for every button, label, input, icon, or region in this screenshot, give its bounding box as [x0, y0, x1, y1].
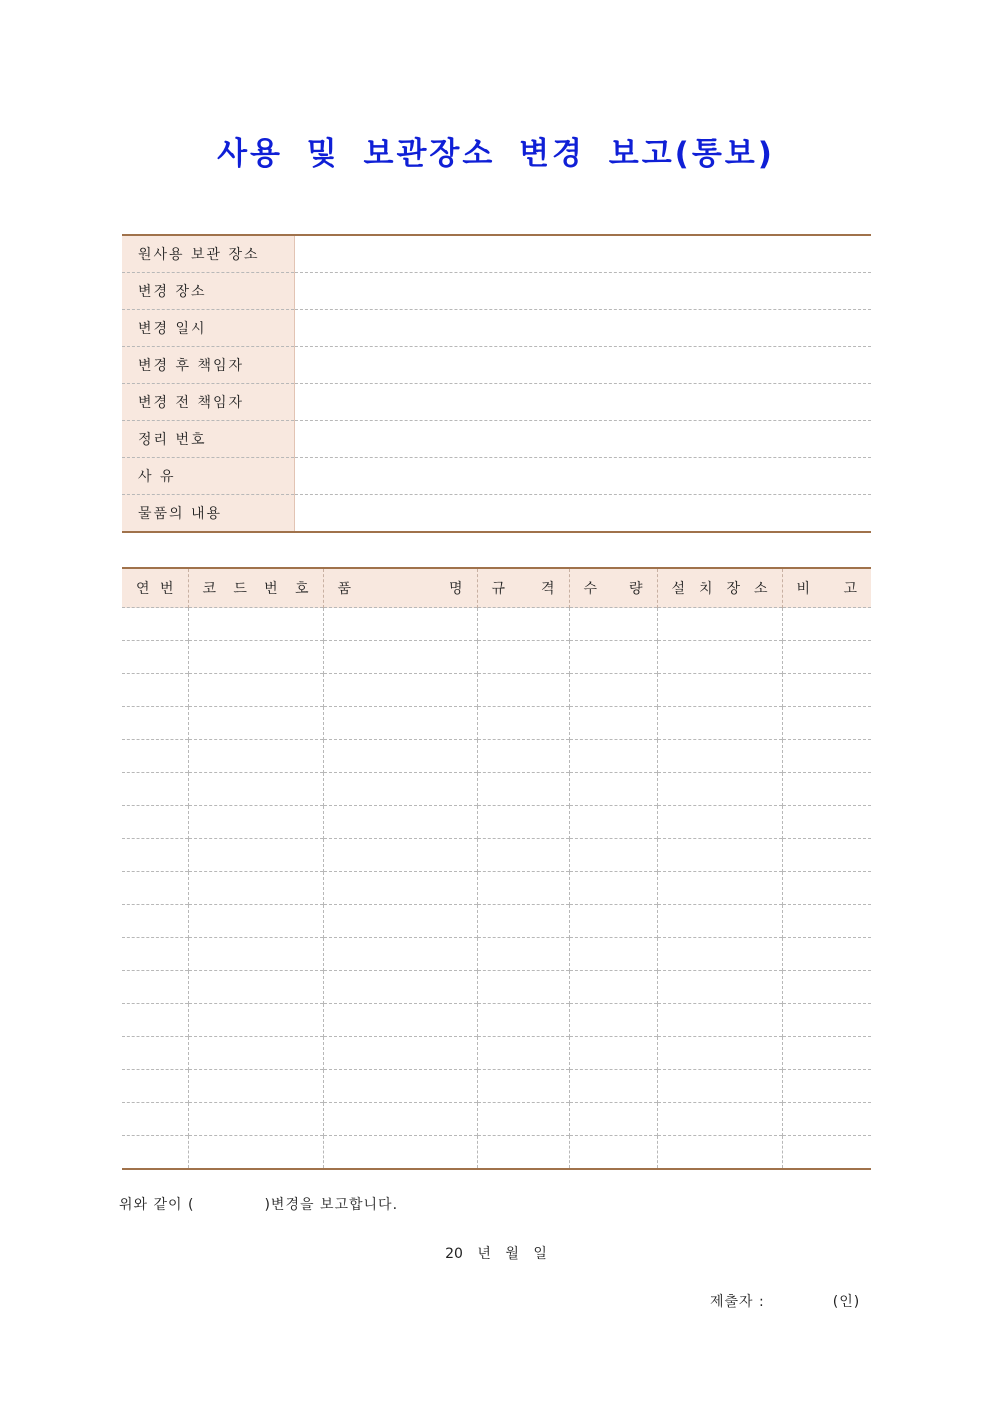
table-cell[interactable]: [657, 1004, 782, 1037]
table-cell[interactable]: [122, 971, 188, 1004]
table-cell[interactable]: [477, 1136, 569, 1170]
table-cell[interactable]: [122, 773, 188, 806]
table-cell[interactable]: [188, 806, 323, 839]
table-cell[interactable]: [477, 1037, 569, 1070]
table-cell[interactable]: [122, 641, 188, 674]
table-cell[interactable]: [188, 740, 323, 773]
table-cell[interactable]: [657, 707, 782, 740]
info-row: [122, 310, 871, 347]
table-cell[interactable]: [569, 608, 657, 641]
table-cell[interactable]: [477, 971, 569, 1004]
table-cell[interactable]: [477, 1004, 569, 1037]
column-header-char: 수: [583, 581, 598, 597]
table-row: [122, 740, 871, 773]
table-cell[interactable]: [188, 1004, 323, 1037]
table-cell[interactable]: [122, 740, 188, 773]
table-row: [122, 1103, 871, 1136]
table-cell[interactable]: [122, 1103, 188, 1136]
info-label: 변경 장소: [122, 273, 294, 310]
table-cell[interactable]: [122, 608, 188, 641]
table-cell[interactable]: [782, 872, 871, 905]
table-cell[interactable]: [122, 1136, 188, 1170]
info-value-field[interactable]: [294, 310, 871, 347]
table-cell[interactable]: [782, 1136, 871, 1170]
table-cell[interactable]: [477, 773, 569, 806]
info-row: [122, 235, 871, 273]
table-row: [122, 1136, 871, 1170]
table-cell[interactable]: [782, 1037, 871, 1070]
table-cell[interactable]: [188, 872, 323, 905]
table-cell[interactable]: [657, 740, 782, 773]
table-cell[interactable]: [323, 608, 477, 641]
table-cell[interactable]: [323, 971, 477, 1004]
column-header-char: 설: [671, 581, 686, 597]
table-row: [122, 773, 871, 806]
table-cell[interactable]: [188, 938, 323, 971]
column-header-char: 명: [448, 581, 463, 597]
table-cell[interactable]: [323, 1037, 477, 1070]
table-cell[interactable]: [188, 674, 323, 707]
table-cell[interactable]: [657, 608, 782, 641]
table-cell[interactable]: [569, 773, 657, 806]
table-cell[interactable]: [188, 839, 323, 872]
table-cell[interactable]: [122, 1037, 188, 1070]
column-header-char: 호: [294, 581, 309, 597]
table-cell[interactable]: [569, 1136, 657, 1170]
table-cell[interactable]: [657, 1037, 782, 1070]
table-cell[interactable]: [323, 938, 477, 971]
column-header: [122, 568, 188, 608]
info-value-field[interactable]: [294, 273, 871, 310]
info-label: 사 유: [122, 458, 294, 495]
info-value-field[interactable]: [294, 347, 871, 384]
info-row: [122, 421, 871, 458]
table-row: [122, 971, 871, 1004]
table-cell[interactable]: [782, 773, 871, 806]
items-table: [122, 567, 871, 1170]
report-date: 20 년 월 일: [445, 1246, 547, 1262]
table-cell[interactable]: [657, 773, 782, 806]
column-header: [477, 568, 569, 608]
table-cell[interactable]: [188, 1103, 323, 1136]
table-cell[interactable]: [782, 608, 871, 641]
info-label: 변경 후 책임자: [122, 347, 294, 384]
table-cell[interactable]: [657, 905, 782, 938]
table-cell[interactable]: [657, 872, 782, 905]
info-row: [122, 458, 871, 495]
column-header-char: 코: [202, 581, 217, 597]
table-cell[interactable]: [657, 641, 782, 674]
table-cell[interactable]: [477, 641, 569, 674]
table-cell[interactable]: [323, 707, 477, 740]
table-cell[interactable]: [323, 740, 477, 773]
column-header-char: 비: [796, 581, 811, 597]
info-label: 원사용 보관 장소: [122, 235, 294, 273]
table-cell[interactable]: [477, 1103, 569, 1136]
table-cell[interactable]: [569, 905, 657, 938]
table-cell[interactable]: [569, 641, 657, 674]
table-cell[interactable]: [782, 1004, 871, 1037]
table-row: [122, 872, 871, 905]
table-cell[interactable]: [569, 740, 657, 773]
column-header-char: 소: [753, 581, 768, 597]
table-cell[interactable]: [477, 707, 569, 740]
info-value-field[interactable]: [294, 495, 871, 533]
table-cell[interactable]: [188, 1070, 323, 1103]
table-cell[interactable]: [477, 806, 569, 839]
table-cell[interactable]: [188, 773, 323, 806]
document-title: 사용 및 보관장소 변경 보고(통보): [217, 136, 775, 172]
table-row: [122, 1070, 871, 1103]
info-row: [122, 347, 871, 384]
table-cell[interactable]: [323, 773, 477, 806]
table-cell[interactable]: [323, 839, 477, 872]
table-cell[interactable]: [569, 1037, 657, 1070]
table-cell[interactable]: [657, 839, 782, 872]
table-cell[interactable]: [122, 839, 188, 872]
info-label: 변경 전 책임자: [122, 384, 294, 421]
table-cell[interactable]: [122, 938, 188, 971]
table-row: [122, 905, 871, 938]
table-cell[interactable]: [323, 872, 477, 905]
info-row: [122, 495, 871, 533]
table-cell[interactable]: [657, 674, 782, 707]
table-cell[interactable]: [122, 1004, 188, 1037]
table-row: [122, 1004, 871, 1037]
table-row: [122, 707, 871, 740]
column-header: [188, 568, 323, 608]
statement-prefix: 위와 같이 (: [119, 1197, 195, 1213]
table-cell[interactable]: [782, 1070, 871, 1103]
column-header-char: 연: [136, 581, 150, 597]
table-row: [122, 608, 871, 641]
table-row: [122, 641, 871, 674]
info-row: [122, 384, 871, 421]
submitter-label: 제출자 :: [710, 1294, 765, 1310]
table-cell[interactable]: [477, 674, 569, 707]
report-statement: [119, 1194, 398, 1214]
table-cell[interactable]: [569, 872, 657, 905]
table-cell[interactable]: [782, 1103, 871, 1136]
column-header-char: 번: [264, 581, 278, 597]
table-cell[interactable]: [477, 839, 569, 872]
table-cell[interactable]: [782, 740, 871, 773]
column-header-char: 량: [628, 581, 643, 597]
table-cell[interactable]: [323, 1103, 477, 1136]
column-header: [569, 568, 657, 608]
table-cell[interactable]: [122, 806, 188, 839]
table-cell[interactable]: [569, 707, 657, 740]
table-cell[interactable]: [323, 806, 477, 839]
table-cell[interactable]: [782, 806, 871, 839]
info-value-field[interactable]: [294, 384, 871, 421]
table-cell[interactable]: [477, 740, 569, 773]
column-header: [323, 568, 477, 608]
table-cell[interactable]: [188, 905, 323, 938]
info-value-field[interactable]: [294, 458, 871, 495]
table-cell[interactable]: [477, 1070, 569, 1103]
column-header-char: 드: [233, 581, 247, 597]
table-cell[interactable]: [323, 905, 477, 938]
table-cell[interactable]: [569, 971, 657, 1004]
info-label: 물품의 내용: [122, 495, 294, 533]
table-row: [122, 806, 871, 839]
table-row: [122, 674, 871, 707]
info-label: 변경 일시: [122, 310, 294, 347]
table-cell[interactable]: [122, 872, 188, 905]
table-cell[interactable]: [657, 1103, 782, 1136]
table-cell[interactable]: [188, 971, 323, 1004]
table-cell[interactable]: [122, 674, 188, 707]
table-cell[interactable]: [569, 1103, 657, 1136]
info-value-field[interactable]: [294, 235, 871, 273]
table-cell[interactable]: [323, 1004, 477, 1037]
change-info-table: [122, 234, 871, 533]
column-header-char: 품: [337, 581, 352, 597]
table-row: [122, 839, 871, 872]
table-row: [122, 1037, 871, 1070]
table-cell[interactable]: [782, 905, 871, 938]
table-row: [122, 938, 871, 971]
table-cell[interactable]: [323, 641, 477, 674]
table-cell[interactable]: [477, 608, 569, 641]
table-cell[interactable]: [569, 674, 657, 707]
column-header-char: 격: [540, 581, 555, 597]
table-cell[interactable]: [188, 1136, 323, 1170]
table-cell[interactable]: [657, 1070, 782, 1103]
table-cell[interactable]: [657, 938, 782, 971]
table-cell[interactable]: [782, 938, 871, 971]
seal-mark: (인): [832, 1294, 861, 1310]
column-header-char: 규: [491, 581, 506, 597]
table-cell[interactable]: [477, 872, 569, 905]
table-cell[interactable]: [188, 608, 323, 641]
table-cell[interactable]: [569, 806, 657, 839]
table-cell[interactable]: [657, 1136, 782, 1170]
table-cell[interactable]: [782, 707, 871, 740]
info-row: [122, 273, 871, 310]
info-label: 정리 번호: [122, 421, 294, 458]
table-cell[interactable]: [122, 707, 188, 740]
table-cell[interactable]: [782, 839, 871, 872]
table-cell[interactable]: [569, 938, 657, 971]
column-header-char: 고: [843, 581, 857, 597]
table-cell[interactable]: [657, 971, 782, 1004]
table-cell[interactable]: [122, 905, 188, 938]
column-header-char: 치: [698, 581, 713, 597]
table-cell[interactable]: [657, 806, 782, 839]
column-header: [657, 568, 782, 608]
column-header-char: 번: [159, 581, 174, 597]
table-cell[interactable]: [323, 1136, 477, 1170]
table-cell[interactable]: [569, 1070, 657, 1103]
info-value-field[interactable]: [294, 421, 871, 458]
table-cell[interactable]: [477, 938, 569, 971]
table-cell[interactable]: [782, 674, 871, 707]
statement-suffix: )변경을 보고합니다.: [264, 1197, 399, 1213]
table-cell[interactable]: [188, 1037, 323, 1070]
table-cell[interactable]: [188, 641, 323, 674]
table-cell[interactable]: [782, 641, 871, 674]
submitter-line: [710, 1291, 860, 1311]
table-cell[interactable]: [323, 1070, 477, 1103]
column-header-char: 장: [726, 581, 740, 597]
table-cell[interactable]: [323, 674, 477, 707]
table-cell[interactable]: [569, 1004, 657, 1037]
table-cell[interactable]: [188, 707, 323, 740]
table-cell[interactable]: [782, 971, 871, 1004]
table-cell[interactable]: [477, 905, 569, 938]
table-cell[interactable]: [569, 839, 657, 872]
column-header: [782, 568, 871, 608]
table-cell[interactable]: [122, 1070, 188, 1103]
